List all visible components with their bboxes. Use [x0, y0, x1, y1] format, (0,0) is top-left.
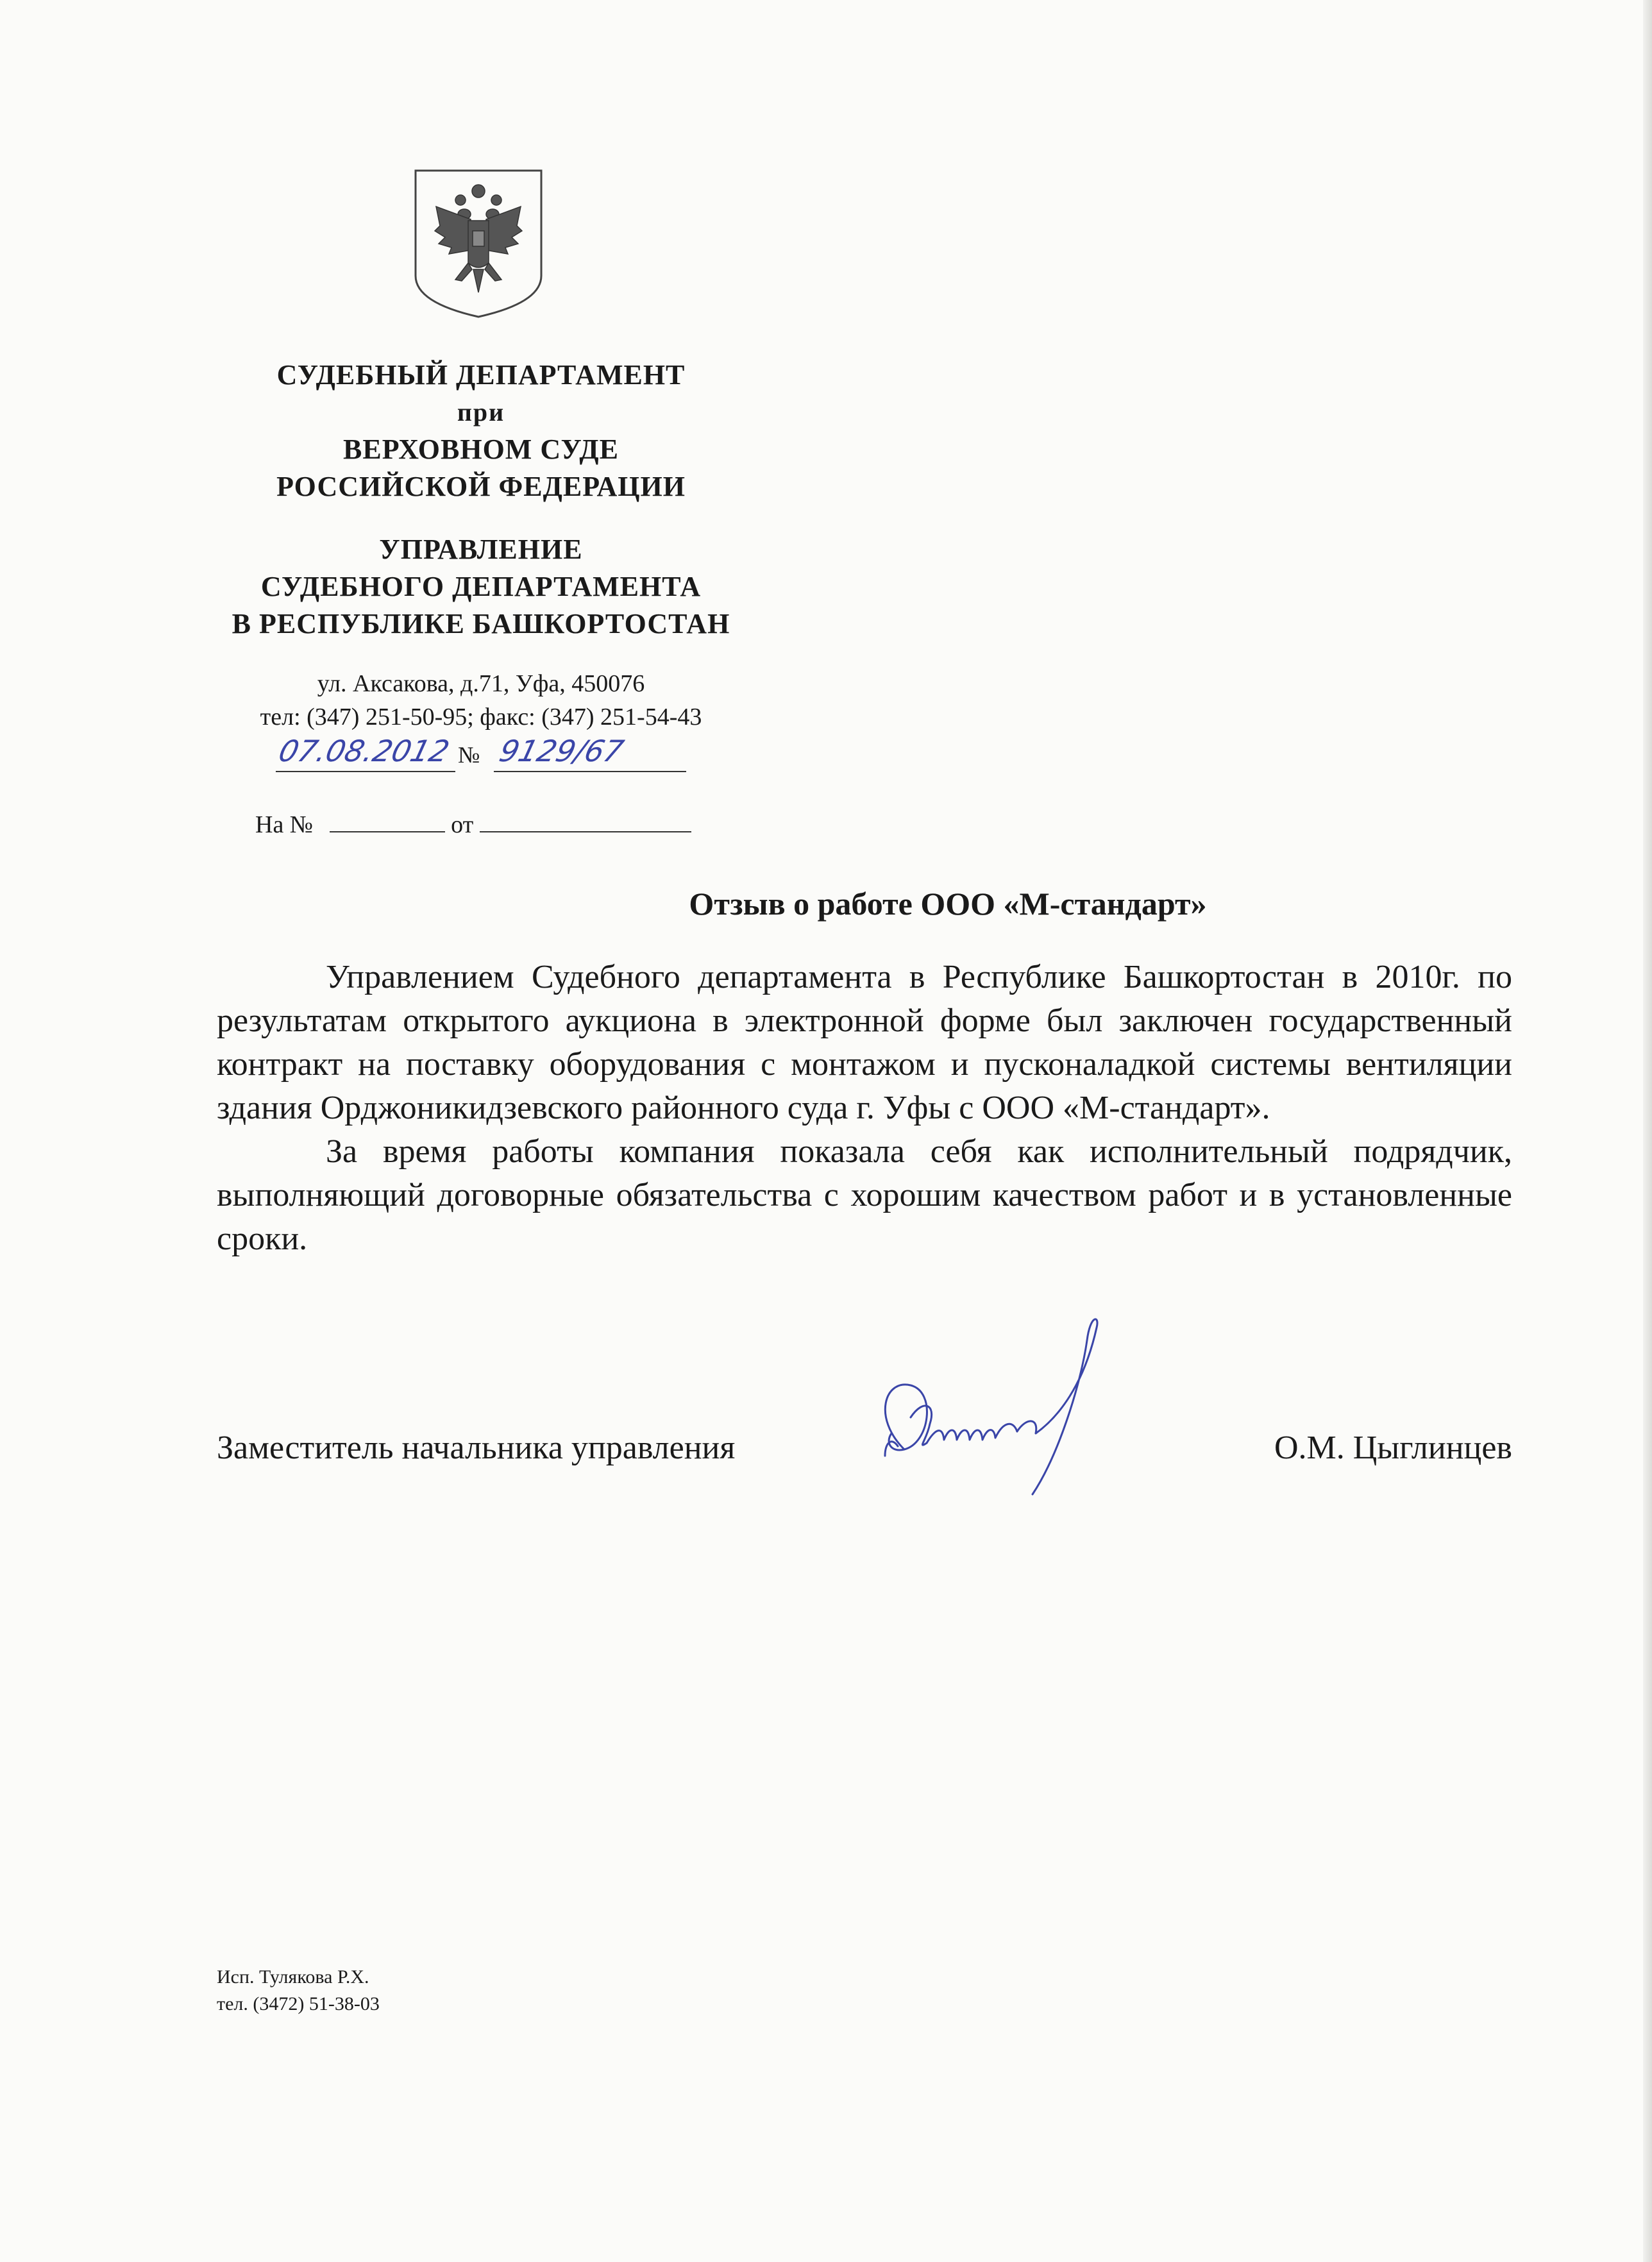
paragraph-2: За время работы компания показала себя как исполнительный подрядчик, выполняющий договорные обязательства с хорошим качеством работ и в установленные сроки.: [217, 1133, 1512, 1257]
registration-number: 9129/67: [496, 734, 627, 768]
letter-body: [217, 956, 1512, 1261]
org-line-4: РОССИЙСКОЙ ФЕДЕРАЦИИ: [276, 471, 686, 502]
reference-line: [255, 809, 691, 839]
letter-title: Отзыв о работе ООО «М-стандарт»: [689, 886, 1207, 922]
executor-phone: тел. (3472) 51-38-03: [217, 1993, 380, 2014]
ref-no-label: На №: [255, 811, 314, 838]
org-line-1: СУДЕБНЫЙ ДЕПАРТАМЕНТ: [276, 359, 686, 391]
dept-line-1: УПРАВЛЕНИЕ: [379, 534, 583, 565]
signature-row: [217, 1422, 1512, 1474]
paragraph-1: Управлением Судебного департамента в Республике Башкортостан в 2010г. по результатам открытого аукциона в электронной форме был заключен государственный контракт на поставку оборудования с монтажом и пусконаладкой системы вентиляции здания Орджоникидзевского районного суда г. Уфы с ООО «М-стандарт».: [217, 959, 1512, 1126]
dept-line-3: В РЕСПУБЛИКЕ БАШКОРТОСТАН: [232, 608, 730, 639]
letterhead: [192, 357, 770, 734]
signatory-name: О.М. Цыглинцев: [1274, 1430, 1512, 1466]
address: ул. Аксакова, д.71, Уфа, 450076: [317, 670, 645, 697]
registration-line: [276, 732, 693, 771]
handwritten-signature: [866, 1289, 1135, 1520]
signatory-role: Заместитель начальника управления: [217, 1430, 736, 1466]
dept-line-2: СУДЕБНОГО ДЕПАРТАМЕНТА: [260, 571, 702, 602]
registration-date: 07.08.2012: [275, 734, 453, 768]
phones: тел: (347) 251-50-95; факс: (347) 251-54-43: [260, 704, 702, 730]
executor-block: [217, 1964, 380, 2018]
number-sign: №: [458, 742, 480, 768]
coat-of-arms-icon: [409, 167, 548, 321]
ref-from-label: от: [451, 811, 474, 838]
org-line-3: ВЕРХОВНОМ СУДЕ: [343, 434, 619, 465]
ref-from-blank: [480, 809, 691, 832]
executor-name: Исп. Тулякова Р.Х.: [217, 1966, 369, 1988]
org-line-2: при: [457, 398, 505, 426]
contact-block: [192, 667, 770, 734]
scan-edge: [1643, 0, 1652, 2262]
ref-no-blank: [330, 809, 445, 832]
